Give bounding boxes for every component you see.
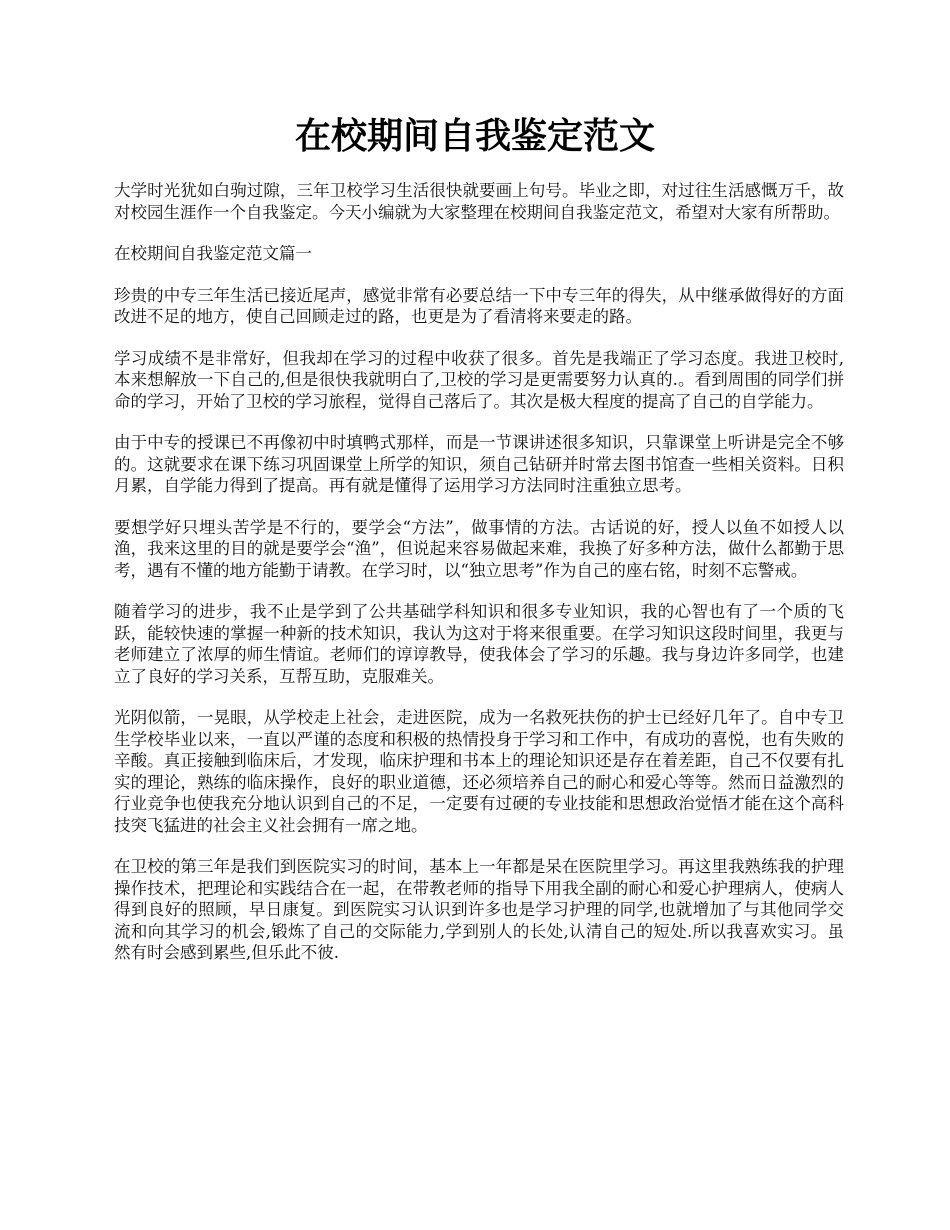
document-body <box>114 180 844 984</box>
document-title: 在校期间自我鉴定范文 <box>294 115 655 157</box>
body-paragraph: 珍贵的中专三年生活已接近尾声，感觉非常有必要总结一下中专三年的得失，从中继承做得好的方面改进不足的地方，使自己回顾走过的路，也更是为了看清将来要走的路。 <box>114 285 844 326</box>
body-paragraph: 在卫校的第三年是我们到医院实习的时间，基本上一年都是呆在医院里学习。再这里我熟练我的护理操作技术，把理论和实践结合在一起，在带教老师的指导下用我全副的耐心和爱心护理病人，使病人得到良好的照顾，早日康复。到医院实习认识到许多也是学习护理的同学,也就增加了与其他同学交流和向其学习的机会,锻炼了自己的交际能力,学到别人的长处,认清自己的短处.所以我喜欢实习。虽然有时会感到累些,但乐此不彼. <box>114 857 844 962</box>
section-heading: 在校期间自我鉴定范文篇一 <box>114 244 312 263</box>
body-paragraph: 光阴似箭，一晃眼，从学校走上社会，走进医院，成为一名救死扶伤的护士已经好几年了。自中专卫生学校毕业以来，一直以严谨的态度和积极的热情投身于学习和工作中，有成功的喜悦，也有失败的辛酸。真正接触到临床后，才发现，临床护理和书本上的理论知识还是存在着差距，自己不仅要有扎实的理论，熟练的临床操作，良好的职业道德，还必须培养自己的耐心和爱心等等。然而日益激烈的行业竞争也使我充分地认识到自己的不足，一定要有过硬的专业技能和思想政治觉悟才能在这个高科技突飞猛进的社会主义社会拥有一席之地。 <box>114 708 844 835</box>
body-paragraph: 要想学好只埋头苦学是不行的，要学会“方法”，做事情的方法。古话说的好，授人以鱼不如授人以渔，我来这里的目的就是要学会“渔”，但说起来容易做起来难，我换了好多种方法，做什么都勤于思考，遇有不懂的地方能勤于请教。在学习时，以“独立思考”作为自己的座右铭，时刻不忘警戒。 <box>114 517 844 580</box>
body-paragraph: 学习成绩不是非常好，但我却在学习的过程中收获了很多。首先是我端正了学习态度。我进卫校时,本来想解放一下自己的,但是很快我就明白了,卫校的学习是更需要努力认真的.。看到周围的同学们拼命的学习，开始了卫校的学习旅程，觉得自己落后了。其次是极大程度的提高了自己的自学能力。 <box>114 348 844 411</box>
intro-paragraph: 大学时光犹如白驹过隙，三年卫校学习生活很快就要画上句号。毕业之即，对过往生活感慨万千，故对校园生涯作一个自我鉴定。今天小编就为大家整理在校期间自我鉴定范文，希望对大家有所帮助。 <box>114 181 844 222</box>
body-paragraph: 随着学习的进步，我不止是学到了公共基础学科知识和很多专业知识，我的心智也有了一个质的飞跃，能较快速的掌握一种新的技术知识，我认为这对于将来很重要。在学习知识这段时间里，我更与老师建立了浓厚的师生情谊。老师们的谆谆教导，使我体会了学习的乐趣。我与身边许多同学，也建立了良好的学习关系，互帮互助，克服难关。 <box>114 602 844 686</box>
body-paragraph: 由于中专的授课已不再像初中时填鸭式那样，而是一节课讲述很多知识，只靠课堂上听讲是完全不够的。这就要求在课下练习巩固课堂上所学的知识，须自己钻研并时常去图书馆查一些相关资料。日积月累，自学能力得到了提高。再有就是懂得了运用学习方法同时注重独立思考。 <box>114 433 844 495</box>
